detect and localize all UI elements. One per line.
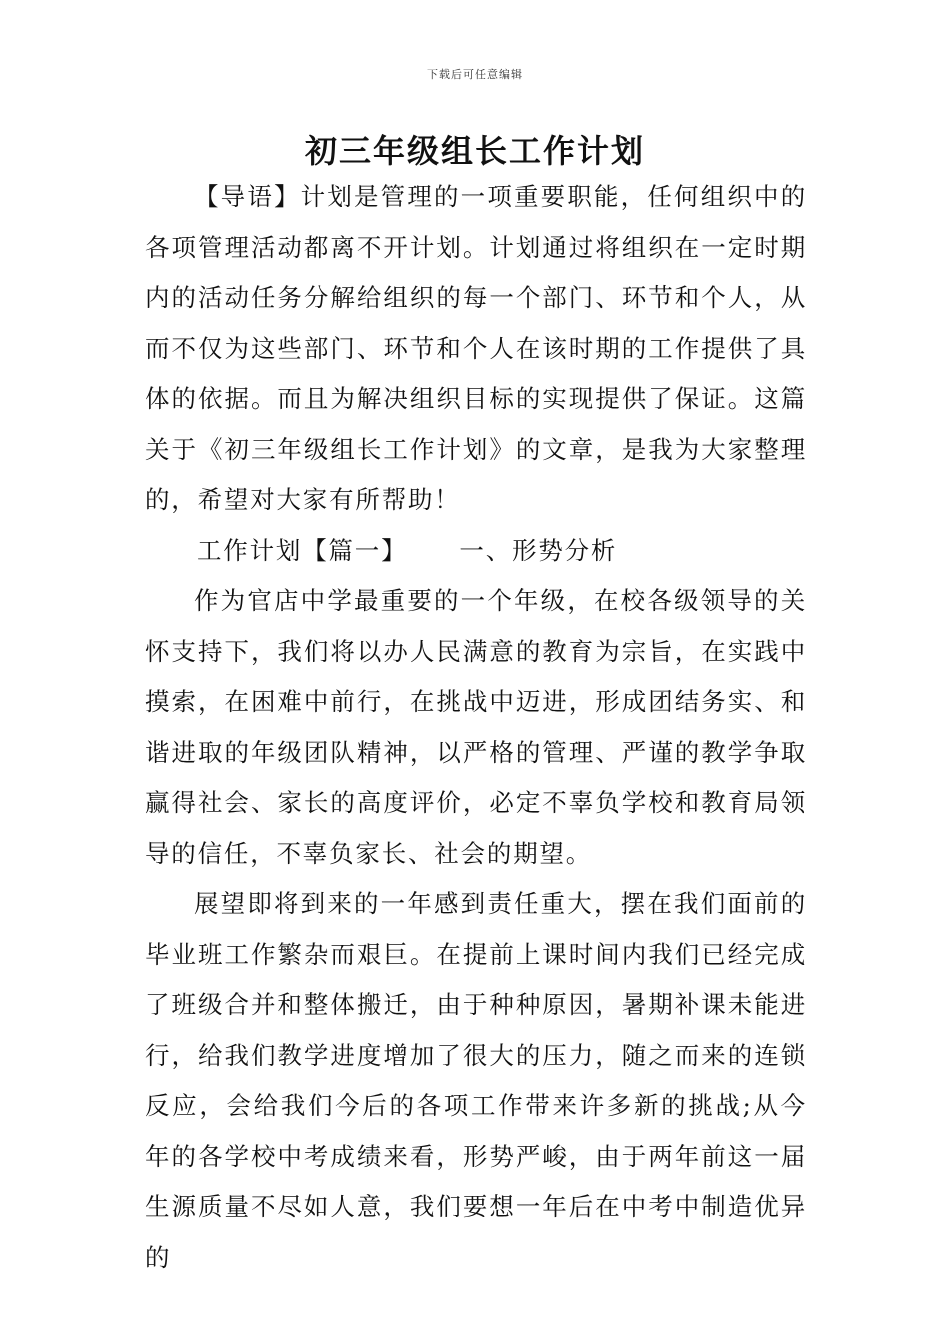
section-header <box>145 526 807 577</box>
document-body <box>145 172 807 1283</box>
intro-paragraph: 【导语】计划是管理的一项重要职能，任何组织中的各项管理活动都离不开计划。计划通过将组织在一定时期内的活动任务分解给组织的每一个部门、环节和个人，从而不仅为这些部门、环节和个人在该时期的工作提供了具体的依据。而且为解决组织目标的实现提供了保证。这篇关于《初三年级组长工作计划》的文章，是我为大家整理的，希望对大家有所帮助！ <box>145 182 807 514</box>
header-note: 下载后可任意编辑 <box>427 68 523 81</box>
body-paragraph: 展望即将到来的一年感到责任重大，摆在我们面前的毕业班工作繁杂而艰巨。在提前上课时间内我们已经完成了班级合并和整体搬迁，由于种种原因，暑期补课未能进行，给我们教学进度增加了很大的压力，随之而来的连锁反应，会给我们今后的各项工作带来许多新的挑战;从今年的各学校中考成绩来看，形势严峻，由于两年前这一届生源质量不尽如人意，我们要想一年后在中考中制造优异的 <box>145 889 807 1272</box>
section-label: 工作计划【篇一】 <box>197 535 408 565</box>
section-heading: 一、形势分析 <box>459 535 618 565</box>
document-title: 初三年级组长工作计划 <box>304 132 645 170</box>
body-paragraph: 作为官店中学最重要的一个年级，在校各级领导的关怀支持下，我们将以办人民满意的教育为宗旨，在实践中摸索，在困难中前行，在挑战中迈进，形成团结务实、和谐进取的年级团队精神，以严格的管理、严谨的教学争取赢得社会、家长的高度评价，必定不辜负学校和教育局领导的信任，不辜负家长、社会的期望。 <box>145 586 807 868</box>
